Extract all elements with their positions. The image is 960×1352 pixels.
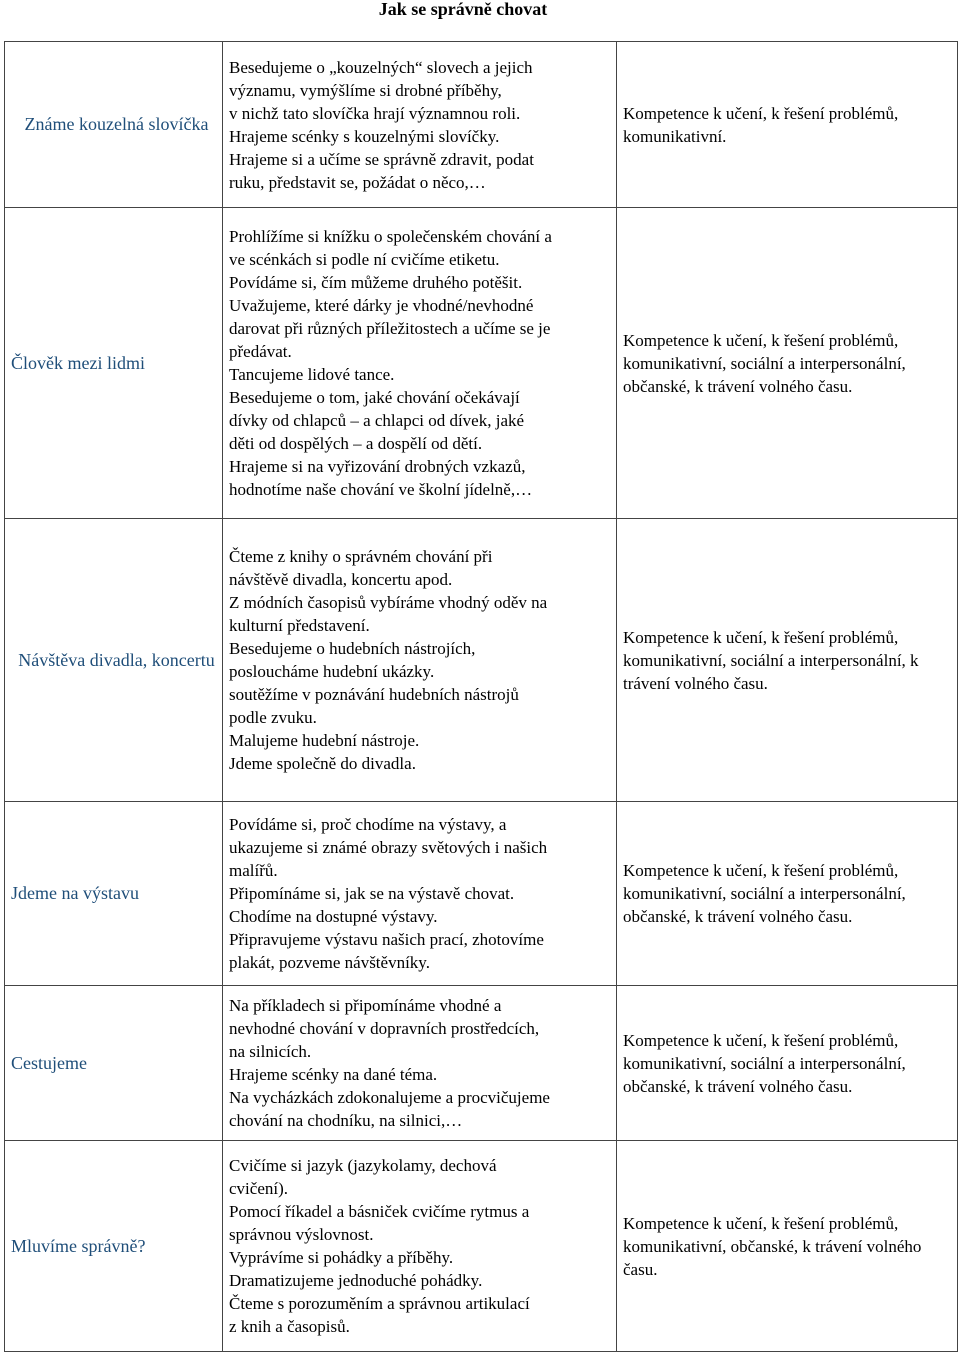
activity-line: kulturní představení. <box>229 616 370 635</box>
activity-line: hodnotíme naše chování ve školní jídelně,… <box>229 480 533 499</box>
activity-line: ukazujeme si známé obrazy světových i našich <box>229 838 548 857</box>
activity-line: předávat. <box>229 342 292 361</box>
activity-line: návštěvě divadla, koncertu apod. <box>229 570 453 589</box>
activity-line: Hrajeme si a učíme se správně zdravit, podat <box>229 149 534 169</box>
page-title: Jak se správně chovat <box>378 0 548 19</box>
table-row <box>5 986 958 1141</box>
activity-line: plakát, pozveme návštěvníky. <box>229 953 430 972</box>
activity-line: děti od dospělých – a dospělí od dětí. <box>229 434 483 453</box>
activity-line: Cvičíme si jazyk (jazykolamy, dechová <box>229 1156 497 1175</box>
activities-cell <box>223 42 617 208</box>
activity-line: Chodíme na dostupné výstavy. <box>229 907 438 926</box>
activity-line: Tancujeme lidové tance. <box>229 365 395 384</box>
activity-line: ve scénkách si podle ní cvičíme etiketu. <box>229 250 500 269</box>
activities-cell <box>223 1141 617 1352</box>
activity-line: Hrajeme si na vyřizování drobných vzkazů, <box>229 457 526 476</box>
activity-line: z knih a časopisů. <box>229 1317 350 1336</box>
activity-line: podle zvuku. <box>229 708 317 727</box>
activity-line: na silnicích. <box>229 1042 312 1061</box>
activities-cell <box>223 986 617 1141</box>
activity-line: nevhodné chování v dopravních prostředcích, <box>229 1019 540 1038</box>
activity-line: Malujeme hudební nástroje. <box>229 731 420 750</box>
competence-cell: Kompetence k učení, k řešení problémů, komunikativní, sociální a interpersonální, občanské, k trávení volného času. <box>617 802 958 986</box>
activity-line: Uvažujeme, které dárky je vhodné/nevhodné <box>229 296 534 315</box>
activity-line: darovat při různých příležitostech a učíme se je <box>229 319 551 338</box>
activity-line: Na vycházkách zdokonalujeme a procvičujeme <box>229 1088 550 1107</box>
activity-line: Čteme z knihy o správném chování při <box>229 547 493 566</box>
competence-cell: Kompetence k učení, k řešení problémů, komunikativní. <box>617 42 958 208</box>
activities-cell <box>223 208 617 519</box>
table-row <box>5 802 958 986</box>
topic-cell: Člověk mezi lidmi <box>5 208 223 519</box>
activity-line: malířů. <box>229 861 278 880</box>
table-row <box>5 42 958 208</box>
activity-line: Na příkladech si připomínáme vhodné a <box>229 996 502 1015</box>
activity-line: správnou výslovnost. <box>229 1225 374 1244</box>
activity-line: chování na chodníku, na silnici,… <box>229 1111 463 1130</box>
competence-cell: Kompetence k učení, k řešení problémů, komunikativní, sociální a interpersonální, k trávení volného času. <box>617 519 958 802</box>
competence-cell: Kompetence k učení, k řešení problémů, komunikativní, sociální a interpersonální, občanské, k trávení volného času. <box>617 986 958 1141</box>
activity-line: Jdeme společně do divadla. <box>229 754 416 773</box>
activity-line: Besedujeme o tom, jaké chování očekávají <box>229 388 520 407</box>
topic-cell: Návštěva divadla, koncertu <box>5 519 223 802</box>
table-row <box>5 1141 958 1352</box>
activities-cell <box>223 802 617 986</box>
activity-line: Dramatizujeme jednoduché pohádky. <box>229 1271 483 1290</box>
activity-line: soutěžíme v poznávání hudebních nástrojů <box>229 685 519 704</box>
activity-line: Připomínáme si, jak se na výstavě chovat. <box>229 884 515 903</box>
activity-line: Hrajeme scénky na dané téma. <box>229 1065 438 1084</box>
activity-line: posloucháme hudební ukázky. <box>229 662 435 681</box>
activity-line: v nichž tato slovíčka hrají významnou roli. <box>229 103 521 123</box>
activity-line: dívky od chlapců – a chlapci od dívek, jaké <box>229 411 525 430</box>
activity-line: Připravujeme výstavu našich prací, zhotovíme <box>229 930 544 949</box>
activity-line: Besedujeme o „kouzelných“ slovech a jejich <box>229 57 533 77</box>
competence-cell: Kompetence k učení, k řešení problémů, komunikativní, sociální a interpersonální, občanské, k trávení volného času. <box>617 208 958 519</box>
activity-line: Pomocí říkadel a básniček cvičíme rytmus a <box>229 1202 530 1221</box>
activity-line: cvičení). <box>229 1179 288 1198</box>
topic-cell: Jdeme na výstavu <box>5 802 223 986</box>
activity-line: Prohlížíme si knížku o společenském chování a <box>229 227 552 246</box>
competence-cell: Kompetence k učení, k řešení problémů, komunikativní, občanské, k trávení volného času. <box>617 1141 958 1352</box>
topic-cell: Cestujeme <box>5 986 223 1141</box>
topic-cell: Mluvíme správně? <box>5 1141 223 1352</box>
activity-line: ruku, představit se, požádat o něco,… <box>229 172 486 192</box>
behavior-table <box>4 41 958 1352</box>
activity-line: Čteme s porozuměním a správnou artikulací <box>229 1294 530 1313</box>
table-row <box>5 519 958 802</box>
activity-line: Hrajeme scénky s kouzelnými slovíčky. <box>229 126 500 146</box>
activity-line: Povídáme si, čím můžeme druhého potěšit. <box>229 273 523 292</box>
activities-cell <box>223 519 617 802</box>
activity-line: Besedujeme o hudebních nástrojích, <box>229 639 476 658</box>
activity-line: významu, vymýšlíme si drobné příběhy, <box>229 80 502 100</box>
topic-cell: Známe kouzelná slovíčka <box>5 42 223 208</box>
table-row <box>5 208 958 519</box>
activity-line: Vyprávíme si pohádky a příběhy. <box>229 1248 454 1267</box>
activity-line: Povídáme si, proč chodíme na výstavy, a <box>229 815 507 834</box>
activity-line: Z módních časopisů vybíráme vhodný oděv na <box>229 593 548 612</box>
